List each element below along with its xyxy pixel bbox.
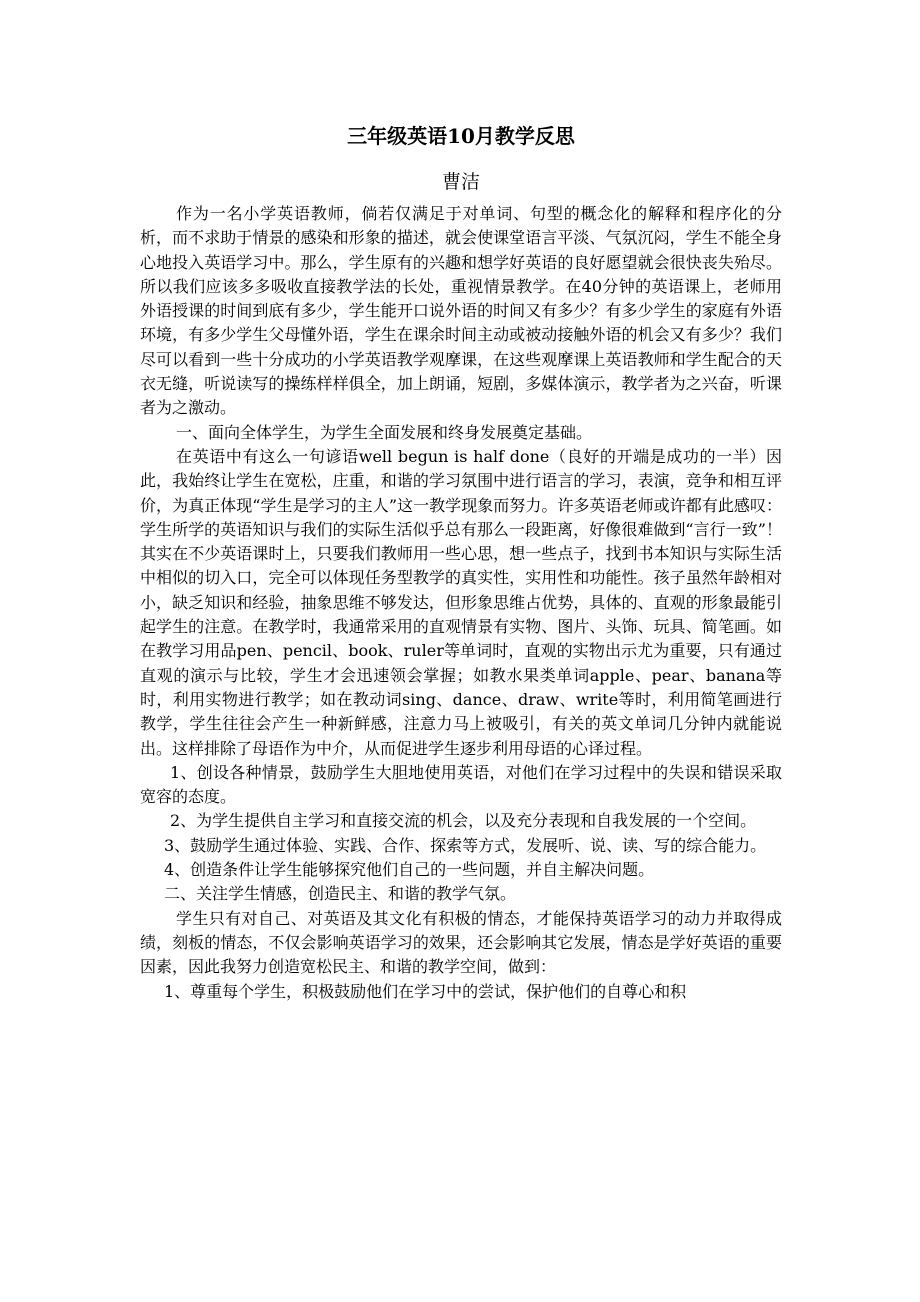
paragraph-intro: 作为一名小学英语教师，倘若仅满足于对单词、句型的概念化的解释和程序化的分析，而不求助于情景的感染和形象的描述，就会使课堂语言平淡、气氛沉闷，学生不能全身心地投入英语学习中。那么，学生原有的兴趣和想学好英语的良好愿望就会很快丧失殆尽。所以我们应该多多吸收直接教学法的长处，重视情景教学。在40分钟的英语课上，老师用外语授课的时间到底有多少，学生能开口说外语的时间又有多少？有多少学生的家庭有外语环境，有多少学生父母懂外语，学生在课余时间主动或被动接触外语的机会又有多少？我们尽可以看到一些十分成功的小学英语教学观摩课，在这些观摩课上英语教师和学生配合的天衣无缝，听说读写的操练样样俱全，加上朗诵，短剧，多媒体演示，教学者为之兴奋，听课者为之激动。 (140, 204, 782, 418)
document-page (140, 118, 782, 1004)
paragraph-section-1: 在英语中有这么一句谚语well begun is half done（良好的开端是成功的一半）因此，我始终让学生在宽松，庄重，和谐的学习氛围中进行语言的学习，表演，竞争和相互评价，为真正体现“学生是学习的主人”这一教学现象而努力。许多英语老师或许都有此感叹：学生所学的英语知识与我们的实际生活似乎总有那么一段距离，好像很难做到“言行一致”！其实在不少英语课时上，只要我们教师用一些心思，想一些点子，找到书本知识与实际生活中相似的切入口，完全可以体现任务型教学的真实性，实用性和功能性。孩子虽然年龄相对小，缺乏知识和经验，抽象思维不够发达，但形象思维占优势，具体的、直观的形象最能引起学生的注意。在教学时，我通常采用的直观情景有实物、图片、头饰、玩具、简笔画。如在教学习用品pen、pencil、book、ruler等单词时，直观的实物出示尤为重要，只有通过直观的演示与比较，学生才会迅速领会掌握；如教水果类单词apple、pear、banana等时，利用实物进行教学；如在教动词sing、dance、draw、write等时，利用简笔画进行教学，学生往往会产生一种新鲜感，注意力马上被吸引，有关的英文单词几分钟内就能说出。这样排除了母语作为中介，从而促进学生逐步利用母语的心译过程。 (140, 446, 782, 758)
document-title: 三年级英语10月教学反思 (347, 124, 575, 148)
section-heading-1: 一、面向全体学生，为学生全面发展和终身发展奠定基础。 (176, 422, 593, 442)
document-author: 曹洁 (441, 171, 480, 193)
list-item-5: 1、尊重每个学生，积极鼓励他们在学习中的尝试，保护他们的自尊心和积 (164, 981, 687, 1001)
list-item-4: 4、创造条件让学生能够探究他们自己的一些问题，并自主解决问题。 (164, 860, 655, 880)
list-item-3: 3、鼓励学生通过体验、实践、合作、探索等方式，发展听、说、读、写的综合能力。 (164, 835, 767, 855)
document-body (140, 202, 782, 1004)
list-item-2: 2、为学生提供自主学习和直接交流的机会，以及充分表现和自我发展的一个空间。 (170, 811, 757, 831)
paragraph-section-2: 学生只有对自己、对英语及其文化有积极的情态，才能保持英语学习的动力并取得成绩，刻板的情态，不仅会影响英语学习的效果，还会影响其它发展，情态是学好英语的重要因素，因此我努力创造宽松民主、和谐的教学空间，做到： (140, 908, 782, 977)
list-item-1: 1、创设各种情景，鼓励学生大胆地使用英语，对他们在学习过程中的失误和错误采取宽容的态度。 (140, 762, 782, 807)
section-heading-2: 二、关注学生情感，创造民主、和谐的教学气氛。 (164, 884, 517, 904)
